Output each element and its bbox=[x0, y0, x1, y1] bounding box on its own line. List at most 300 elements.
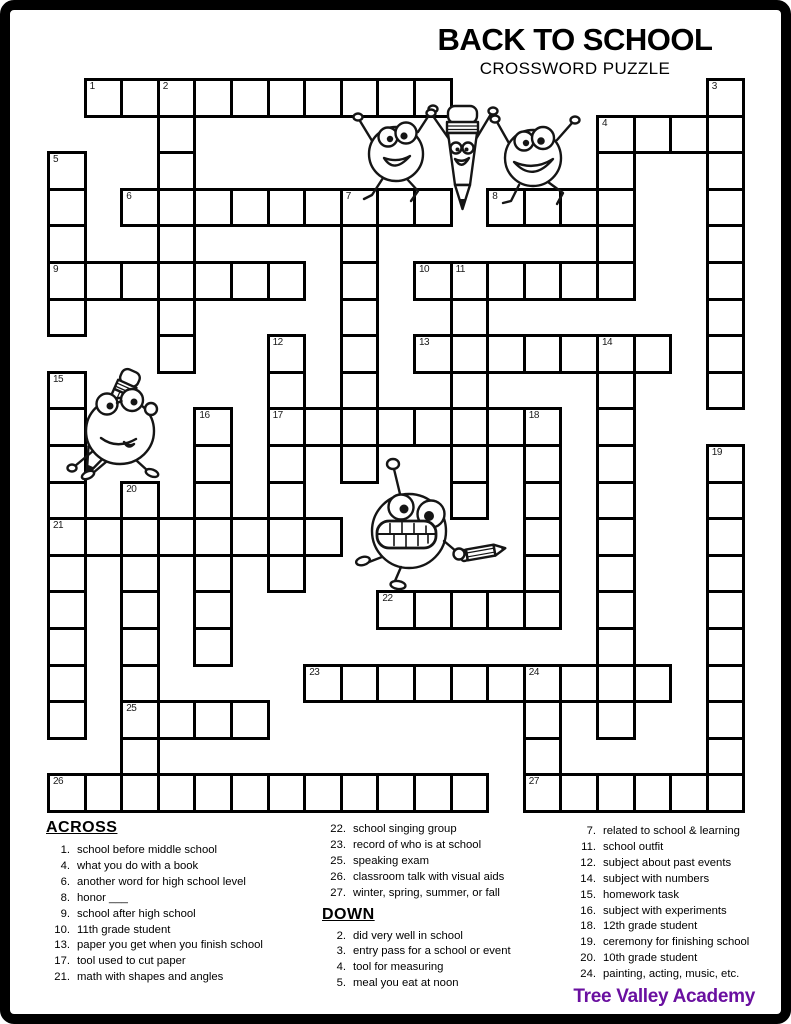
crossword-cell[interactable] bbox=[120, 627, 160, 667]
crossword-cell[interactable] bbox=[376, 78, 416, 118]
crossword-cell[interactable] bbox=[633, 334, 673, 374]
crossword-cell[interactable] bbox=[376, 773, 416, 813]
crossword-cell[interactable] bbox=[450, 664, 490, 704]
crossword-cell[interactable] bbox=[47, 590, 87, 630]
crossword-cell[interactable] bbox=[559, 334, 599, 374]
clue-number: 21. bbox=[54, 971, 70, 984]
crossword-cell[interactable] bbox=[450, 773, 490, 813]
crossword-cell[interactable] bbox=[193, 188, 233, 228]
cell-number: 12 bbox=[272, 337, 283, 349]
crossword-cell[interactable] bbox=[230, 261, 270, 301]
clue-text: meal you eat at noon bbox=[353, 977, 459, 990]
crossword-cell[interactable] bbox=[340, 261, 380, 301]
clue-number: 3. bbox=[336, 945, 346, 958]
crossword-cell[interactable] bbox=[596, 151, 636, 191]
clue-number: 16. bbox=[580, 904, 596, 917]
crossword-cell[interactable] bbox=[559, 773, 599, 813]
cell-number: 20 bbox=[126, 483, 137, 495]
crossword-cell[interactable] bbox=[47, 151, 87, 191]
crossword-cell[interactable] bbox=[303, 78, 343, 118]
crossword-cell[interactable] bbox=[376, 590, 416, 630]
crossword-cell[interactable] bbox=[157, 151, 197, 191]
crossword-cell[interactable] bbox=[267, 261, 307, 301]
crossword-cell[interactable] bbox=[267, 444, 307, 484]
crossword-cell[interactable] bbox=[523, 481, 563, 521]
crossword-cell[interactable] bbox=[706, 590, 746, 630]
clue-number: 2. bbox=[336, 929, 346, 942]
crossword-cell[interactable] bbox=[596, 590, 636, 630]
crossword-cell[interactable] bbox=[596, 773, 636, 813]
crossword-cell[interactable] bbox=[633, 773, 673, 813]
crossword-cell[interactable] bbox=[340, 407, 380, 447]
crossword-cell[interactable] bbox=[413, 664, 453, 704]
crossword-cell[interactable] bbox=[669, 115, 709, 155]
clue-item bbox=[572, 824, 749, 840]
clue-item bbox=[46, 891, 263, 907]
clue-item bbox=[322, 976, 511, 992]
clue-item bbox=[46, 875, 263, 891]
crossword-cell[interactable] bbox=[450, 444, 490, 484]
cell-number: 4 bbox=[602, 117, 608, 129]
crossword-cell[interactable] bbox=[47, 773, 87, 813]
clue-item bbox=[322, 822, 511, 838]
crossword-cell[interactable] bbox=[157, 188, 197, 228]
crossword-cell[interactable] bbox=[157, 78, 197, 118]
crossword-cell[interactable] bbox=[340, 334, 380, 374]
crossword-cell[interactable] bbox=[340, 78, 380, 118]
crossword-cell[interactable] bbox=[523, 334, 563, 374]
clue-number: 12. bbox=[580, 856, 596, 869]
crossword-cell[interactable] bbox=[706, 151, 746, 191]
clue-text: classroom talk with visual aids bbox=[353, 870, 505, 883]
crossword-cell[interactable] bbox=[706, 188, 746, 228]
crossword-cell[interactable] bbox=[193, 407, 233, 447]
clue-text: paper you get when you finish school bbox=[77, 939, 263, 952]
down-header: DOWN bbox=[322, 905, 375, 923]
clue-item bbox=[322, 870, 511, 886]
crossword-cell[interactable] bbox=[303, 407, 343, 447]
clue-number: 4. bbox=[60, 859, 70, 872]
crossword-cell[interactable] bbox=[303, 664, 343, 704]
clue-item bbox=[46, 843, 263, 859]
crossword-cell[interactable] bbox=[596, 627, 636, 667]
cell-number: 21 bbox=[53, 520, 64, 532]
clue-item bbox=[572, 904, 749, 920]
down-clues-column bbox=[572, 824, 749, 983]
crossword-cell[interactable] bbox=[193, 590, 233, 630]
crossword-cell[interactable] bbox=[413, 188, 453, 228]
crossword-cell[interactable] bbox=[706, 517, 746, 557]
clue-item bbox=[46, 954, 263, 970]
clue-number: 10. bbox=[54, 923, 70, 936]
crossword-cell[interactable] bbox=[596, 115, 636, 155]
crossword-cell[interactable] bbox=[706, 664, 746, 704]
crossword-cell[interactable] bbox=[193, 444, 233, 484]
crossword-cell[interactable] bbox=[450, 298, 490, 338]
clue-number: 13. bbox=[54, 939, 70, 952]
crossword-grid bbox=[47, 78, 745, 813]
crossword-cell[interactable] bbox=[450, 590, 490, 630]
crossword-cell[interactable] bbox=[47, 481, 87, 521]
cell-number: 18 bbox=[528, 410, 539, 422]
clue-number: 4. bbox=[336, 961, 346, 974]
crossword-cell[interactable] bbox=[267, 481, 307, 521]
crossword-cell[interactable] bbox=[523, 737, 563, 777]
crossword-cell[interactable] bbox=[486, 664, 526, 704]
clue-item bbox=[46, 859, 263, 875]
crossword-cell[interactable] bbox=[267, 773, 307, 813]
crossword-cell[interactable] bbox=[633, 664, 673, 704]
crossword-cell[interactable] bbox=[486, 407, 526, 447]
crossword-cell[interactable] bbox=[267, 407, 307, 447]
crossword-cell[interactable] bbox=[340, 371, 380, 411]
clue-item bbox=[322, 854, 511, 870]
crossword-cell[interactable] bbox=[267, 517, 307, 557]
clue-text: school after high school bbox=[77, 907, 196, 920]
crossword-cell[interactable] bbox=[706, 78, 746, 118]
crossword-cell[interactable] bbox=[413, 334, 453, 374]
clue-text: school singing group bbox=[353, 823, 457, 835]
clue-number: 26. bbox=[330, 870, 346, 883]
crossword-cell[interactable] bbox=[340, 188, 380, 228]
crossword-cell[interactable] bbox=[120, 78, 160, 118]
crossword-cell[interactable] bbox=[303, 773, 343, 813]
crossword-cell[interactable] bbox=[523, 517, 563, 557]
crossword-cell[interactable] bbox=[413, 78, 453, 118]
crossword-cell[interactable] bbox=[596, 334, 636, 374]
cell-number: 25 bbox=[126, 703, 137, 715]
crossword-cell[interactable] bbox=[706, 224, 746, 264]
across-clue-list bbox=[322, 822, 511, 902]
crossword-cell[interactable] bbox=[230, 700, 270, 740]
crossword-cell[interactable] bbox=[157, 115, 197, 155]
crossword-cell[interactable] bbox=[267, 334, 307, 374]
clue-number: 11. bbox=[581, 840, 596, 853]
crossword-cell[interactable] bbox=[120, 261, 160, 301]
crossword-cell[interactable] bbox=[47, 517, 87, 557]
crossword-cell[interactable] bbox=[376, 664, 416, 704]
crossword-cell[interactable] bbox=[84, 517, 124, 557]
crossword-cell[interactable] bbox=[523, 590, 563, 630]
crossword-cell[interactable] bbox=[486, 590, 526, 630]
crossword-cell[interactable] bbox=[193, 627, 233, 667]
crossword-cell[interactable] bbox=[157, 334, 197, 374]
crossword-cell[interactable] bbox=[120, 700, 160, 740]
across-clue-list bbox=[46, 843, 263, 986]
crossword-cell[interactable] bbox=[596, 407, 636, 447]
crossword-cell[interactable] bbox=[486, 188, 526, 228]
crossword-cell[interactable] bbox=[633, 115, 673, 155]
crossword-cell[interactable] bbox=[596, 188, 636, 228]
clue-number: 17. bbox=[54, 955, 70, 968]
crossword-cell[interactable] bbox=[450, 481, 490, 521]
clue-number: 14. bbox=[580, 872, 596, 885]
crossword-cell[interactable] bbox=[523, 700, 563, 740]
crossword-cell[interactable] bbox=[340, 298, 380, 338]
clue-text: homework task bbox=[603, 888, 679, 901]
clue-text: math with shapes and angles bbox=[77, 971, 224, 984]
clue-item bbox=[572, 919, 749, 935]
crossword-cell[interactable] bbox=[596, 664, 636, 704]
across-clues-column bbox=[46, 819, 263, 986]
cell-number: 17 bbox=[272, 410, 283, 422]
crossword-cell[interactable] bbox=[47, 371, 87, 411]
clue-number: 20. bbox=[580, 952, 596, 965]
cell-number: 1 bbox=[89, 81, 95, 92]
crossword-cell[interactable] bbox=[193, 78, 233, 118]
cell-number: 24 bbox=[528, 666, 539, 678]
crossword-cell[interactable] bbox=[303, 188, 343, 228]
crossword-cell[interactable] bbox=[340, 773, 380, 813]
crossword-cell[interactable] bbox=[120, 773, 160, 813]
clue-item bbox=[322, 838, 511, 854]
crossword-cell[interactable] bbox=[230, 773, 270, 813]
cell-number: 11 bbox=[455, 264, 465, 275]
crossword-cell[interactable] bbox=[157, 773, 197, 813]
clue-item bbox=[572, 856, 749, 872]
crossword-cell[interactable] bbox=[230, 188, 270, 228]
crossword-cell[interactable] bbox=[376, 407, 416, 447]
clue-number: 9. bbox=[60, 907, 70, 920]
crossword-cell[interactable] bbox=[157, 700, 197, 740]
crossword-cell[interactable] bbox=[120, 188, 160, 228]
crossword-cell[interactable] bbox=[413, 773, 453, 813]
clue-number: 22. bbox=[330, 823, 346, 835]
crossword-cell[interactable] bbox=[706, 737, 746, 777]
crossword-cell[interactable] bbox=[84, 773, 124, 813]
clue-text: painting, acting, music, etc. bbox=[603, 968, 740, 981]
clue-number: 7. bbox=[586, 825, 596, 837]
clue-text: what you do with a book bbox=[77, 859, 199, 872]
clue-text: speaking exam bbox=[353, 854, 429, 867]
crossword-cell[interactable] bbox=[47, 188, 87, 228]
crossword-cell[interactable] bbox=[669, 773, 709, 813]
crossword-cell[interactable] bbox=[706, 298, 746, 338]
clue-text: ceremony for finishing school bbox=[603, 936, 750, 949]
crossword-cell[interactable] bbox=[120, 517, 160, 557]
crossword-cell[interactable] bbox=[450, 334, 490, 374]
clue-item bbox=[46, 970, 263, 986]
crossword-cell[interactable] bbox=[706, 627, 746, 667]
cell-number: 9 bbox=[53, 264, 59, 275]
clue-text: another word for high school level bbox=[77, 875, 246, 888]
crossword-cell[interactable] bbox=[120, 737, 160, 777]
crossword-cell[interactable] bbox=[267, 78, 307, 118]
cell-number: 8 bbox=[492, 190, 498, 202]
crossword-cell[interactable] bbox=[523, 554, 563, 594]
crossword-cell[interactable] bbox=[450, 371, 490, 411]
crossword-cell[interactable] bbox=[706, 444, 746, 484]
crossword-cell[interactable] bbox=[340, 664, 380, 704]
crossword-cell[interactable] bbox=[193, 700, 233, 740]
clue-item bbox=[572, 840, 749, 856]
clue-item bbox=[572, 967, 749, 983]
crossword-cell[interactable] bbox=[706, 481, 746, 521]
crossword-cell[interactable] bbox=[157, 298, 197, 338]
crossword-cell[interactable] bbox=[193, 517, 233, 557]
crossword-cell[interactable] bbox=[450, 407, 490, 447]
crossword-cell[interactable] bbox=[193, 773, 233, 813]
crossword-cell[interactable] bbox=[47, 224, 87, 264]
clue-text: 10th grade student bbox=[603, 952, 698, 965]
clue-text: entry pass for a school or event bbox=[353, 945, 511, 958]
crossword-cell[interactable] bbox=[706, 115, 746, 155]
crossword-cell[interactable] bbox=[523, 407, 563, 447]
crossword-cell[interactable] bbox=[596, 517, 636, 557]
cell-number: 10 bbox=[419, 264, 430, 275]
cell-number: 2 bbox=[162, 81, 168, 92]
crossword-cell[interactable] bbox=[84, 261, 124, 301]
cell-number: 16 bbox=[199, 410, 210, 422]
clue-item bbox=[572, 872, 749, 888]
clue-text: did very well in school bbox=[353, 929, 463, 942]
clue-number: 15. bbox=[580, 888, 596, 901]
crossword-cell[interactable] bbox=[267, 188, 307, 228]
down-clue-list bbox=[322, 929, 511, 993]
crossword-cell[interactable] bbox=[47, 554, 87, 594]
crossword-cell[interactable] bbox=[559, 664, 599, 704]
crossword-cell[interactable] bbox=[413, 590, 453, 630]
crossword-cell[interactable] bbox=[120, 590, 160, 630]
crossword-cell[interactable] bbox=[596, 261, 636, 301]
crossword-cell[interactable] bbox=[84, 78, 124, 118]
crossword-cell[interactable] bbox=[559, 261, 599, 301]
cell-number: 6 bbox=[126, 190, 132, 202]
crossword-cell[interactable] bbox=[706, 371, 746, 411]
crossword-cell[interactable] bbox=[523, 773, 563, 813]
clue-item bbox=[46, 923, 263, 939]
crossword-cell[interactable] bbox=[120, 554, 160, 594]
down-clue-list bbox=[572, 824, 749, 983]
crossword-cell[interactable] bbox=[47, 407, 87, 447]
crossword-cell[interactable] bbox=[706, 700, 746, 740]
crossword-cell[interactable] bbox=[47, 444, 87, 484]
cell-number: 19 bbox=[711, 447, 722, 458]
crossword-cell[interactable] bbox=[523, 444, 563, 484]
crossword-cell[interactable] bbox=[157, 517, 197, 557]
clue-text: subject about past events bbox=[603, 856, 732, 869]
clue-text: 11th grade student bbox=[77, 923, 171, 936]
clue-text: 12th grade student bbox=[603, 920, 698, 933]
crossword-cell[interactable] bbox=[376, 188, 416, 228]
crossword-cell[interactable] bbox=[596, 481, 636, 521]
crossword-cell[interactable] bbox=[413, 261, 453, 301]
crossword-cell[interactable] bbox=[230, 517, 270, 557]
clue-text: school outfit bbox=[603, 840, 664, 853]
clue-item bbox=[46, 938, 263, 954]
crossword-cell[interactable] bbox=[559, 188, 599, 228]
clue-number: 5. bbox=[336, 977, 346, 990]
clue-number: 25. bbox=[330, 854, 346, 867]
crossword-cell[interactable] bbox=[193, 481, 233, 521]
clue-item bbox=[572, 951, 749, 967]
clue-text: related to school & learning bbox=[603, 825, 740, 837]
clue-text: subject with experiments bbox=[603, 904, 727, 917]
clue-number: 24. bbox=[580, 968, 596, 981]
crossword-cell[interactable] bbox=[596, 224, 636, 264]
clue-number: 19. bbox=[580, 936, 596, 949]
crossword-cell[interactable] bbox=[267, 554, 307, 594]
clue-text: honor ___ bbox=[77, 891, 128, 904]
crossword-cell[interactable] bbox=[340, 224, 380, 264]
clue-text: winter, spring, summer, or fall bbox=[353, 886, 500, 899]
clue-text: tool used to cut paper bbox=[77, 955, 186, 968]
crossword-cell[interactable] bbox=[706, 334, 746, 374]
crossword-cell[interactable] bbox=[193, 554, 233, 594]
crossword-cell[interactable] bbox=[303, 517, 343, 557]
clue-item bbox=[572, 935, 749, 951]
cell-number: 5 bbox=[53, 154, 59, 166]
crossword-cell[interactable] bbox=[413, 407, 453, 447]
crossword-cell[interactable] bbox=[193, 261, 233, 301]
clue-number: 23. bbox=[330, 838, 346, 851]
clue-number: 27. bbox=[330, 886, 346, 899]
crossword-cell[interactable] bbox=[523, 188, 563, 228]
clue-number: 8. bbox=[60, 891, 70, 904]
cell-number: 22 bbox=[382, 593, 393, 605]
site-credit: Tree Valley Academy bbox=[573, 986, 755, 1007]
cell-number: 27 bbox=[528, 776, 539, 788]
crossword-cell[interactable] bbox=[706, 773, 746, 813]
clue-text: tool for measuring bbox=[353, 961, 444, 974]
crossword-cell[interactable] bbox=[157, 261, 197, 301]
clue-item bbox=[322, 944, 511, 960]
crossword-cell[interactable] bbox=[596, 700, 636, 740]
crossword-cell[interactable] bbox=[596, 554, 636, 594]
crossword-cell[interactable] bbox=[47, 627, 87, 667]
across-header: ACROSS bbox=[46, 819, 118, 836]
crossword-cell[interactable] bbox=[120, 664, 160, 704]
crossword-cell[interactable] bbox=[596, 371, 636, 411]
crossword-cell[interactable] bbox=[47, 664, 87, 704]
crossword-cell[interactable] bbox=[486, 261, 526, 301]
clue-text: record of who is at school bbox=[353, 838, 482, 851]
crossword-cell[interactable] bbox=[230, 78, 270, 118]
clue-number: 1. bbox=[60, 844, 70, 856]
crossword-cell[interactable] bbox=[47, 261, 87, 301]
crossword-cell[interactable] bbox=[267, 371, 307, 411]
crossword-cell[interactable] bbox=[340, 444, 380, 484]
cell-number: 23 bbox=[309, 666, 320, 678]
cell-number: 14 bbox=[602, 337, 613, 349]
crossword-cell[interactable] bbox=[486, 334, 526, 374]
crossword-cell[interactable] bbox=[706, 261, 746, 301]
crossword-cell[interactable] bbox=[596, 444, 636, 484]
crossword-cell[interactable] bbox=[450, 261, 490, 301]
middle-clues-column bbox=[322, 822, 511, 992]
crossword-cell[interactable] bbox=[523, 261, 563, 301]
clue-text: school before middle school bbox=[77, 844, 218, 856]
clue-item bbox=[322, 886, 511, 902]
crossword-cell[interactable] bbox=[706, 554, 746, 594]
crossword-cell[interactable] bbox=[47, 298, 87, 338]
crossword-cell[interactable] bbox=[157, 224, 197, 264]
clue-item bbox=[322, 929, 511, 945]
cell-number: 15 bbox=[53, 373, 64, 385]
cell-number: 26 bbox=[53, 776, 64, 788]
crossword-cell[interactable] bbox=[523, 664, 563, 704]
clue-number: 6. bbox=[60, 875, 70, 888]
cell-number: 7 bbox=[345, 190, 351, 202]
clue-text: subject with numbers bbox=[603, 872, 710, 885]
crossword-cell[interactable] bbox=[120, 481, 160, 521]
page-title: BACK TO SCHOOL bbox=[437, 22, 713, 57]
cell-number: 13 bbox=[419, 337, 430, 349]
crossword-cell[interactable] bbox=[47, 700, 87, 740]
clue-item bbox=[46, 907, 263, 923]
page-subtitle: CROSSWORD PUZZLE bbox=[479, 58, 671, 78]
header bbox=[432, 24, 718, 79]
